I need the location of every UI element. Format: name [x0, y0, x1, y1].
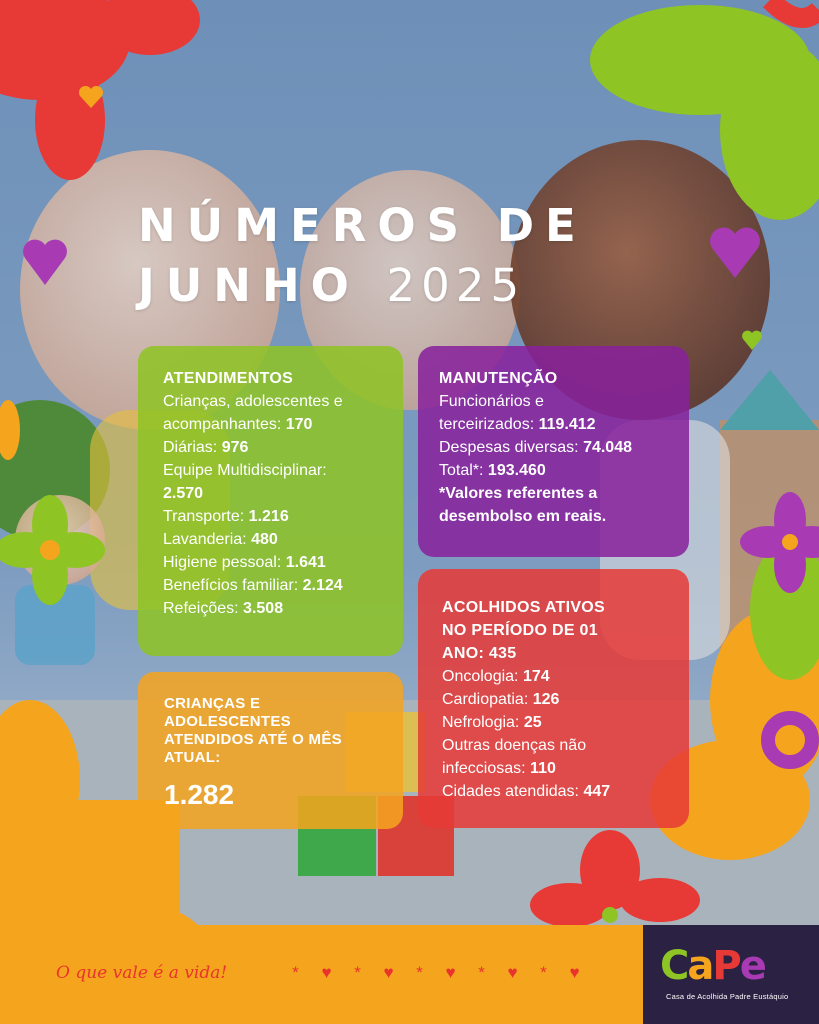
- heart-icon: ♥: [321, 963, 332, 982]
- criancas-heading-line-3: ATENDIDOS ATÉ O MÊS: [164, 731, 342, 748]
- list-item: infecciosas: 110: [442, 760, 556, 777]
- list-item: Cidades atendidas: 447: [442, 783, 611, 800]
- acolhidos-card: [418, 569, 689, 828]
- heart-icon: ♥: [383, 963, 394, 982]
- slogan: O que vale é a vida!: [56, 963, 228, 983]
- atendimentos-heading: ATENDIMENTOS: [163, 370, 294, 387]
- heart-icon: ♥: [569, 963, 580, 982]
- criancas-heading-line-1: CRIANÇAS E: [164, 695, 261, 712]
- list-item: Crianças, adolescentes e: [163, 393, 343, 410]
- list-item: Oncologia: 174: [442, 668, 550, 685]
- criancas-total: 1.282: [164, 779, 235, 810]
- criancas-heading-line-4: ATUAL:: [164, 749, 221, 766]
- list-item: Equipe Multidisciplinar:: [163, 462, 327, 479]
- cape-logo: CaPe: [660, 943, 765, 989]
- criancas-card: [138, 672, 403, 829]
- asterisk-icon: *: [478, 963, 485, 982]
- manutencao-note-line-2: desembolso em reais.: [439, 508, 607, 525]
- list-item: Higiene pessoal: 1.641: [163, 554, 326, 571]
- atendimentos-card: [138, 346, 403, 656]
- list-item: 2.570: [163, 485, 204, 502]
- list-item: acompanhantes: 170: [163, 416, 313, 433]
- acolhidos-heading-line-1: ACOLHIDOS ATIVOS: [442, 599, 606, 616]
- asterisk-icon: *: [540, 963, 547, 982]
- list-item: Transporte: 1.216: [163, 508, 289, 525]
- manutencao-note-line-1: *Valores referentes a: [439, 485, 598, 502]
- title-line-1: NÚMEROS DE: [138, 199, 587, 252]
- list-item: Diárias: 976: [163, 439, 249, 456]
- list-item: Cardiopatia: 126: [442, 691, 560, 708]
- list-item: Refeições: 3.508: [163, 600, 284, 617]
- title-month: JUNHO: [138, 259, 360, 312]
- list-item: Benefícios familiar: 2.124: [163, 577, 343, 594]
- asterisk-icon: *: [354, 963, 361, 982]
- list-item: Outras doenças não: [442, 737, 587, 754]
- heart-icon: ♥: [445, 963, 456, 982]
- list-item: Total*: 193.460: [439, 462, 546, 479]
- list-item: terceirizados: 119.412: [439, 416, 596, 433]
- manutencao-card: [418, 346, 689, 557]
- list-item: Despesas diversas: 74.048: [439, 439, 632, 456]
- title-line-2: [138, 256, 618, 316]
- page-title: [138, 196, 618, 316]
- list-item: Nefrologia: 25: [442, 714, 542, 731]
- acolhidos-heading-line-3: ANO: 435: [442, 645, 517, 662]
- asterisk-icon: *: [416, 963, 423, 982]
- asterisk-icon: *: [292, 963, 299, 982]
- list-item: Lavanderia: 480: [163, 531, 278, 548]
- heart-icon: ♥: [507, 963, 518, 982]
- decoration-row: [280, 963, 590, 983]
- logo-subtitle: Casa de Acolhida Padre Eustáquio: [666, 992, 789, 1001]
- list-item: Funcionários e: [439, 393, 544, 410]
- acolhidos-heading-line-2: NO PERÍODO DE 01: [442, 622, 598, 639]
- title-year: 2025: [386, 259, 526, 312]
- manutencao-heading: MANUTENÇÃO: [439, 370, 558, 387]
- criancas-heading-line-2: ADOLESCENTES: [164, 713, 291, 730]
